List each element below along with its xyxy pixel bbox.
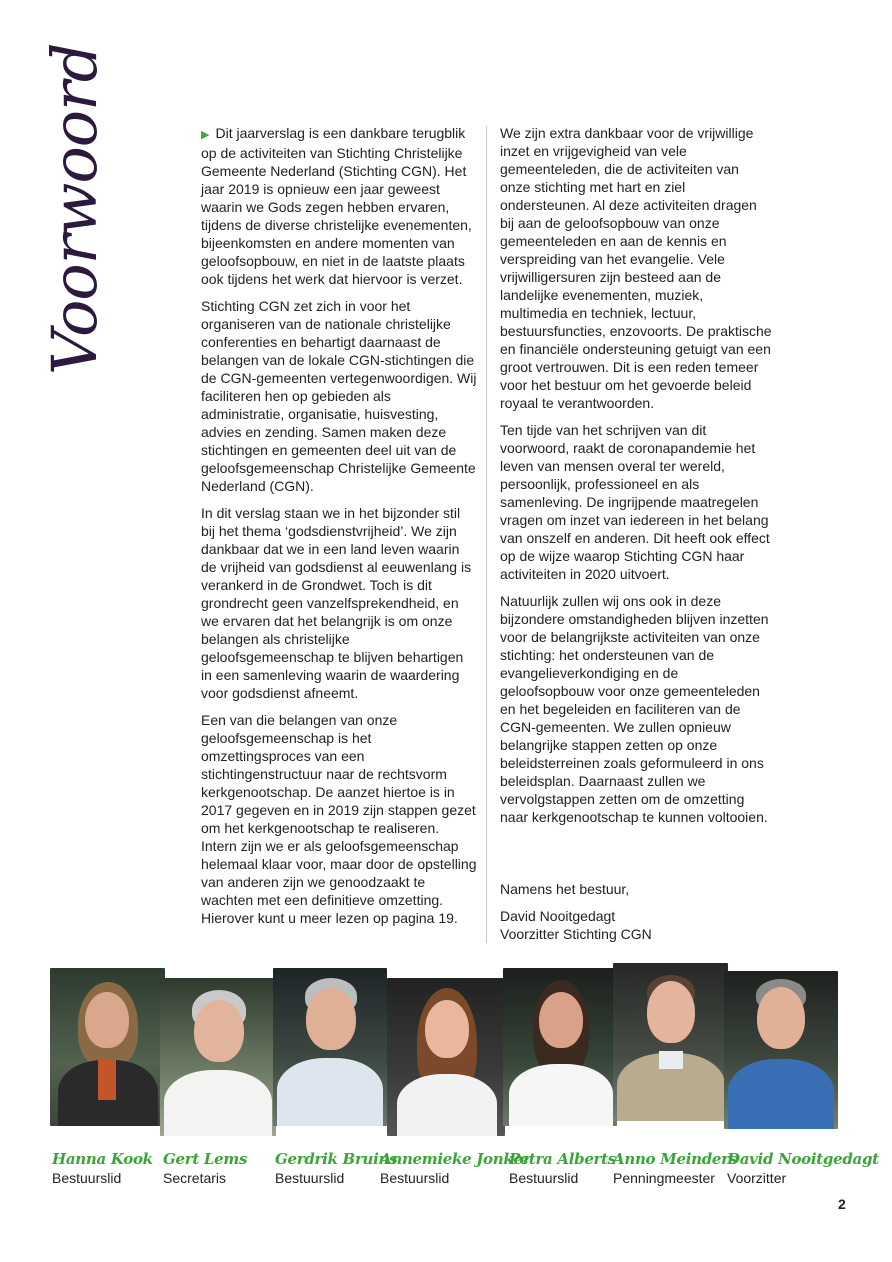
board-photo-anno-meinders [613,963,728,1121]
board-member-name: Hanna Kook [52,1150,153,1168]
paragraph: Stichting CGN zet zich in voor het organiseren van de nationale christelijke conferenties en behartigt daarnaast de belangen van de lokale CGN-stichtingen die de CGN-gemeenten vertegenwoordigen. Wij faciliteren hen op gebieden als administratie, organisatie, huisvesting, advies en zending. Samen maken deze stichtingen en gemeenten deel uit van de geloofsgemeenschap Christelijke Gemeente Nederland (CGN). [201,298,477,494]
board-member-role: Bestuurslid [275,1170,345,1186]
paragraph: ▶ Dit jaarverslag is een dankbare terugblik op de activiteiten van Stichting Christelijke Gemeente Nederland (Stichting CGN). Het jaar 2019 is opnieuw een jaar geweest waarin we Gods zegen hebben ervaren, tijdens de diverse christelijke evenementen, bijeenkomsten en andere momenten van geloofsopbouw, en niet in de laatste plaats ook tijdens het werk dat hiervoor is verzet. [201,125,472,287]
board-member-name: Gert Lems [163,1150,248,1168]
board-member-name: Annemieke Jonker [380,1150,531,1168]
paragraph: Een van die belangen van onze geloofsgemeenschap is het omzettingsproces van een stichtingenstructuur naar de rechtsvorm kerkgenootschap. De aanzet hiertoe is in 2017 gegeven en in 2019 zijn stappen gezet om het kerkgenootschap te realiseren. Intern zijn we er als geloofsgemeenschap helemaal klaar voor, maar door de opstelling van anderen zijn we genoodzaakt te wachten met een definitieve omzetting. Hierover kunt u meer lezen op pagina 19. [201,712,477,926]
paragraph: Ten tijde van het schrijven van dit voorwoord, raakt de coronapandemie het leven van mensen overal ter wereld, persoonlijk, professioneel en als samenleving. De ingrijpende maatregelen vragen om inzet van iedereen in het belang van onszelf en anderen. Dit heeft ook effect op de wijze waarop Stichting CGN haar activiteiten in 2020 uitvoert. [500,422,770,582]
board-photo-david-nooitgedagt [724,971,838,1129]
paragraph: We zijn extra dankbaar voor de vrijwillige inzet en vrijgevigheid van vele gemeenteleden, die de activiteiten van onze stichting met hart en ziel ondersteunen. Al deze activiteiten dragen bij aan de geloofsopbouw van onze gemeenteleden en aan de kennis en verspreiding van het evangelie. Vele vrijwilligersuren zijn besteed aan de landelijke evenementen, muziek, multimedia en techniek, lectuur, bestuursfuncties, enzovoorts. De praktische en financiële ondersteuning getuigt van een groot vertrouwen. Dit is een reden temeer voor het bestuur om het gevoerde beleid royaal te verantwoorden. [500,125,772,411]
page-title: Voorwoord [38,43,111,375]
text-column-left [201,124,477,936]
paragraph: Natuurlijk zullen wij ons ook in deze bijzondere omstandigheden blijven inzetten voor de belangrijkste activiteiten van onze stichting: het ondersteunen van de evangelieverkondiging en de geloofsopbouw voor onze gemeenteleden en het begeleiden en faciliteren van de CGN-gemeenten. We zullen opnieuw belangrijke stappen zetten op onze beleidsterreinen zoals geformuleerd in ons beleidsplan. Daarnaast zullen we vervolgstappen zetten om de omzetting naar kerkgenootschap te kunnen voltooien. [500,593,769,825]
board-member-role: Voorzitter [727,1170,787,1186]
board-member-name: Gerdrik Bruins [275,1150,398,1168]
board-photo-petra-alberts [503,968,617,1126]
signature-block [500,880,780,943]
board-member-name: Anno Meinders [613,1150,737,1168]
board-photo-annemieke-jonker [387,978,505,1136]
page-number: 2 [838,1196,846,1212]
board-member-role: Bestuurslid [509,1170,579,1186]
board-member-role: Bestuurslid [52,1170,122,1186]
signature-greeting: Namens het bestuur, [500,881,630,897]
board-member-role: Bestuurslid [380,1170,450,1186]
board-photo-hanna-kook [50,968,165,1126]
paragraph: In dit verslag staan we in het bijzonder stil bij het thema ‘godsdienstvrijheid’. We zijn dankbaar dat we in een land leven waarin de vrijheid van godsdienst al eeuwenlang is verankerd in de Grondwet. Toch is dit grondrecht geen vanzelfsprekendheid, en we ervaren dat het belangrijk is om onze belangen als christelijke geloofsgemeenschap te blijven behartigen in een samenleving waarin de waardering voor godsdienst afneemt. [201,505,472,701]
board-photo-gert-lems [160,978,276,1136]
board-member-role: Penningmeester [613,1170,715,1186]
board-member-role: Secretaris [163,1170,227,1186]
board-photo-gerdrik-bruins [273,968,387,1126]
play-arrow-icon: ▶ [201,129,210,141]
signature-title: Voorzitter Stichting CGN [500,926,652,942]
board-member-name: David Nooitgedagt [727,1150,879,1168]
column-divider [486,126,487,943]
text-column-right [500,124,772,835]
board-member-name: Petra Alberts [509,1150,616,1168]
signature-name: David Nooitgedagt [500,908,616,924]
